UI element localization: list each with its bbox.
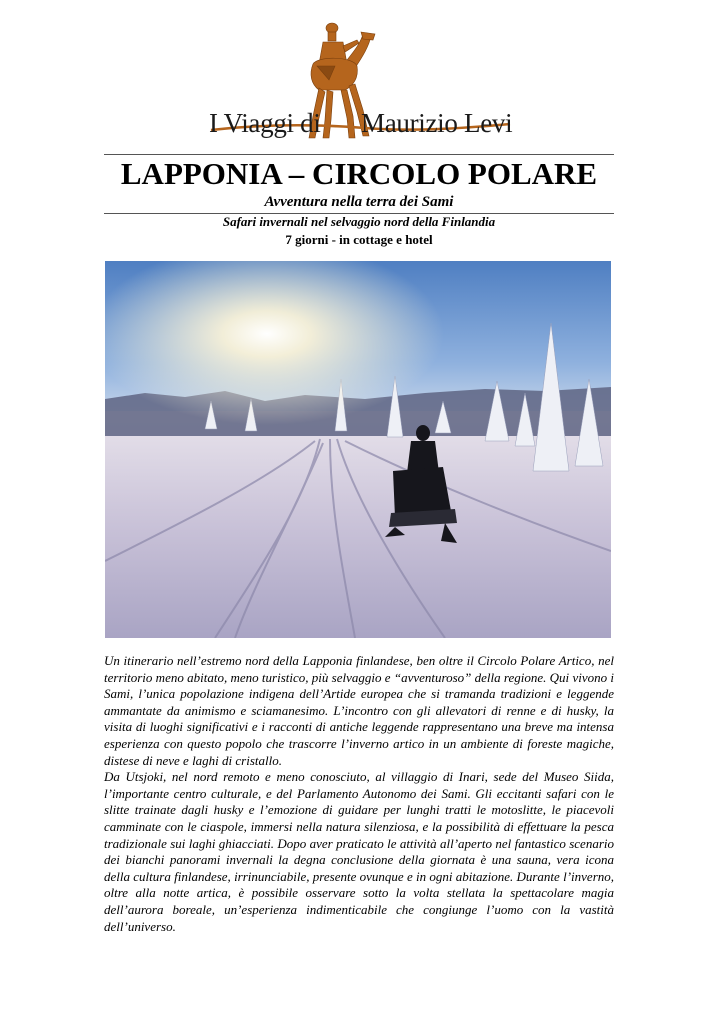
page-subtitle: Avventura nella terra dei Sami bbox=[264, 194, 454, 210]
snowmobile-landscape-photo bbox=[105, 261, 611, 638]
logo bbox=[205, 20, 515, 145]
paragraph-intro: Un itinerario nell’estremo nord della Lapponia finlandese, ben oltre il Circolo Polare Artico, nel territorio meno abitato, meno turistico, più selvaggio e “avventuroso” della regione. Qui vivono i Sami, l’unica popolazione indigena dell’Artide europea che si tramanda tradizioni e leggende ammantate da animismo e sciamanesimo. L’incontro con gli allevatori di renne e di husky, la visita di luoghi significativi e i racconti di antiche leggende rappresentano una breve ma intensa esperienza con questo popolo che trascorre l’inverno artico in un ambiente di foreste magiche, distese di neve e laghi di cristallo. bbox=[104, 653, 614, 768]
page-title: LAPPONIA – CIRCOLO POLARE bbox=[120, 156, 598, 191]
paragraph-itinerary: Da Utsjoki, nel nord remoto e meno conosciuto, al villaggio di Inari, sede del Museo Siida, l’importante centro culturale, e del Parlamento Autonomo dei Sami. Gli eccitanti safari con le slitte trainate dagli husky e l’emozione di guidare per lunghi tratti le motoslitte, le piacevoli camminate con le ciaspole, immersi nella natura silenziosa, e la possibilità di effettuare la pesca tradizionale sui laghi ghiacciati. Dopo aver praticato le attività all’aperto nel fantastico scenario dei bianchi panorami invernali la degna conclusione della giornata è una sauna, vera icona della cultura finlandese, irrinunciabile, presente ovunque e in ogni abitazione. Durante l’inverno, oltre alla notte artica, è possibile osservare sotto la volta stellata la spettacolare magia dell’aurora boreale, un’esperienza indimenticabile che congiunge l’uomo con la vastità dell’universo. bbox=[104, 769, 614, 934]
trip-duration: 7 giorni - in cottage e hotel bbox=[285, 232, 433, 247]
logo-text-right: Maurizio Levi bbox=[361, 108, 513, 138]
tagline: Safari invernali nel selvaggio nord della Finlandia bbox=[222, 214, 496, 229]
description bbox=[104, 653, 614, 935]
hero-photo bbox=[105, 261, 611, 638]
logo-text-left: I Viaggi di bbox=[209, 108, 321, 138]
